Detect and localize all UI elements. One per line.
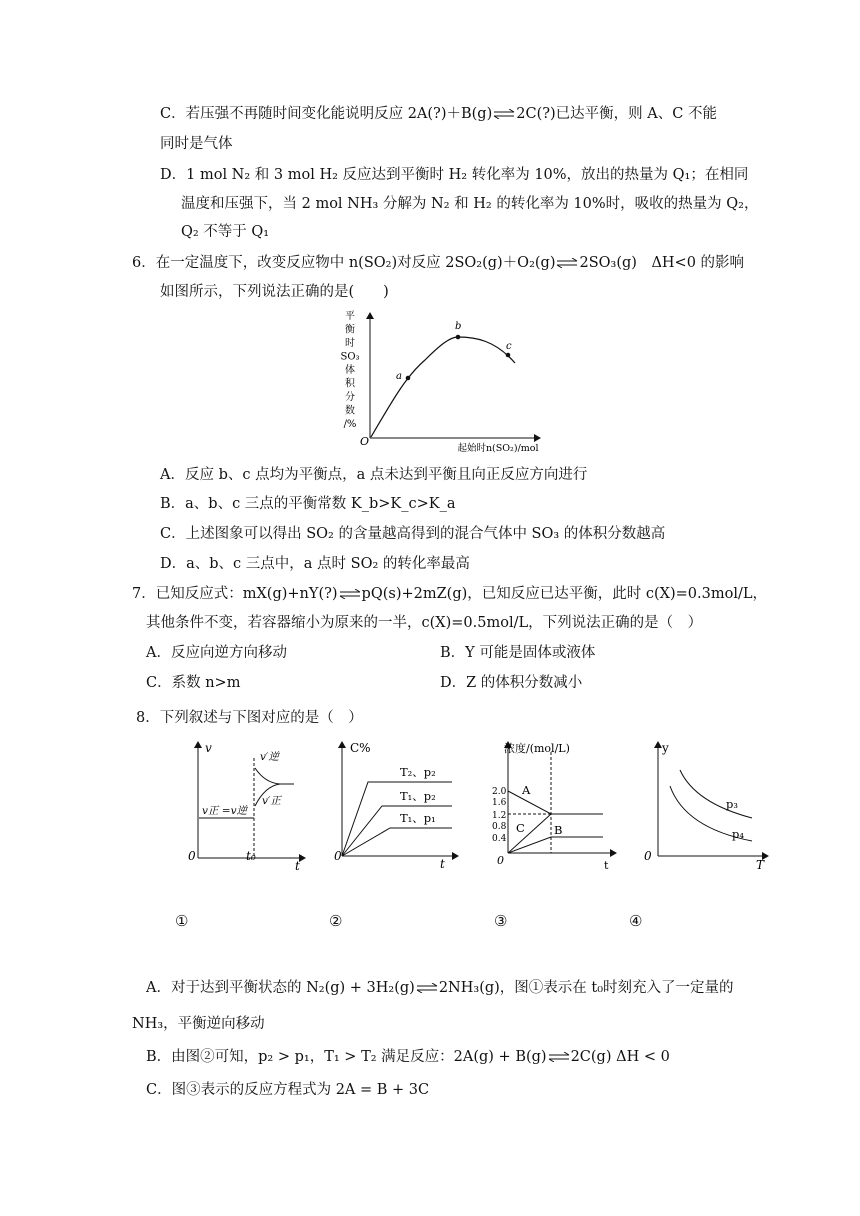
y-axis-label-char: 积 [345,378,355,390]
point-b-label: b [455,321,462,332]
point-b [456,335,461,340]
figure-6-chart [330,305,550,460]
svg-text:t: t [295,859,300,873]
svg-text:C: C [516,821,525,835]
svg-text:v′正: v′正 [262,795,281,807]
option-8a: A．对于达到平衡状态的 N₂(g) + 3H₂(g) 2NH₃(g)，图①表示在 t₀时刻充入了一定量的 [146,980,734,996]
point-a-label: a [396,371,402,382]
svg-text:v′逆: v′逆 [260,751,279,763]
reversible-arrow-icon [493,109,515,119]
svg-text:T: T [756,858,765,872]
caption-3: ③ [494,912,508,930]
svg-text:v: v [205,741,212,755]
option-8b: B．由图②可知，p₂ > p₁，T₁ > T₂ 满足反应：2A(g) + B(g) 2C(g) ΔH < 0 [146,1049,670,1065]
x-axis-label: 起始时n(SO₂)/mol [457,443,539,454]
point-a [406,376,411,381]
svg-text:v正 =v逆: v正 =v逆 [202,805,247,817]
option-8c: C．图③表示的反应方程式为 2A = B + 3C [146,1082,430,1098]
svg-text:B: B [554,823,563,837]
option-6a: A．反应 b、c 点均为平衡点，a 点未达到平衡且向正反应方向进行 [160,467,588,483]
y-axis-label-char: 平 [345,311,355,322]
option-5c-cont: 同时是气体 [160,136,233,152]
question-6: 6．在一定温度下，改变反应物中 n(SO₂)对反应 2SO₂(g)＋O₂(g) 2SO₃(g) ΔH<0 的影响 [132,255,745,271]
svg-text:1.2: 1.2 [492,811,507,821]
question-7-cont: 其他条件不变，若容器缩小为原来的一半，c(X)=0.5mol/L，下列说法正确的是（ ） [146,615,703,631]
question-8: 8．下列叙述与下图对应的是（ ） [136,710,363,726]
option-5d: D．1 mol N₂ 和 3 mol H₂ 反应达到平衡时 H₂ 转化率为 10%，放出的热量为 Q₁；在相同 [160,167,749,183]
svg-text:t₀: t₀ [246,849,256,863]
reversible-arrow-icon [548,1052,570,1062]
option-8a-cont: NH₃，平衡逆向移动 [132,1016,265,1032]
option-7b: B．Y 可能是固体或液体 [440,645,596,661]
curve [371,337,515,437]
y-axis-label-char: /% [343,419,357,430]
y-axis-label-char: 体 [345,365,355,376]
svg-text:0.4: 0.4 [492,834,507,844]
y-axis-label-char: SO₃ [340,351,360,363]
svg-text:0: 0 [644,849,652,863]
option-6d: D．a、b、c 三点中，a 点时 SO₂ 的转化率最高 [160,556,470,572]
point-c [506,353,511,358]
svg-text:T₂、p₂: T₂、p₂ [400,765,436,779]
option-7a: A．反应向逆方向移动 [146,645,287,661]
option-7c: C．系数 n>m [146,675,241,691]
y-axis-label-char: 分 [345,392,355,403]
question-6-cont: 如图所示，下列说法正确的是( ) [160,284,389,300]
svg-text:A: A [522,783,531,797]
option-5d-cont1: 温度和压强下，当 2 mol NH₃ 分解为 N₂ 和 H₂ 的转化率为 10%时，吸收的热量为 Q₂， [181,196,759,212]
option-5c: C．若压强不再随时间变化能说明反应 2A(?)＋B(g) 2C(?)已达平衡，则 A、C 不能 [160,106,717,122]
svg-text:T₁、p₁: T₁、p₁ [400,811,436,825]
option-7d: D．Z 的体积分数减小 [440,675,583,691]
svg-text:浓度/(mol/L): 浓度/(mol/L) [504,742,570,755]
reversible-arrow-icon [416,983,438,993]
svg-text:p₄: p₄ [732,827,744,841]
svg-text:T₁、p₂: T₁、p₂ [400,789,436,803]
svg-text:p₃: p₃ [726,797,738,811]
svg-text:C%: C% [350,741,371,755]
figure-8-graph-3 [488,738,628,878]
caption-4: ④ [629,912,643,930]
option-5d-cont2: Q₂ 不等于 Q₁ [181,224,270,240]
reversible-arrow-icon [556,258,578,268]
y-axis-label-char: 衡 [345,324,355,336]
svg-text:0: 0 [497,854,504,867]
figure-8-graph-1 [180,738,320,878]
caption-1: ① [175,912,189,930]
question-7: 7．已知反应式：mX(g)+nY(?) pQ(s)+2mZ(g)，已知反应已达平衡，此时 c(X)=0.3mol/L， [132,586,767,602]
point-c-label: c [506,341,512,352]
svg-text:1.6: 1.6 [492,798,507,808]
y-axis-label-char: 数 [345,405,355,417]
svg-text:2.0: 2.0 [492,787,507,797]
origin-label: O [360,435,370,448]
figure-8-graph-2 [330,738,470,878]
figure-8-graph-4 [640,738,780,878]
option-6c: C．上述图象可以得出 SO₂ 的含量越高得到的混合气体中 SO₃ 的体积分数越高 [160,526,666,542]
svg-text:0.8: 0.8 [492,822,507,832]
reversible-arrow-icon [339,589,361,599]
option-6b: B．a、b、c 三点的平衡常数 K_b>K_c>K_a [160,496,456,512]
svg-text:0: 0 [188,849,196,863]
svg-text:0: 0 [334,849,342,863]
svg-text:t: t [440,857,445,871]
caption-2: ② [329,912,343,930]
y-axis-label-char: 时 [345,338,355,349]
svg-text:t: t [604,859,609,872]
svg-text:y: y [662,741,669,755]
